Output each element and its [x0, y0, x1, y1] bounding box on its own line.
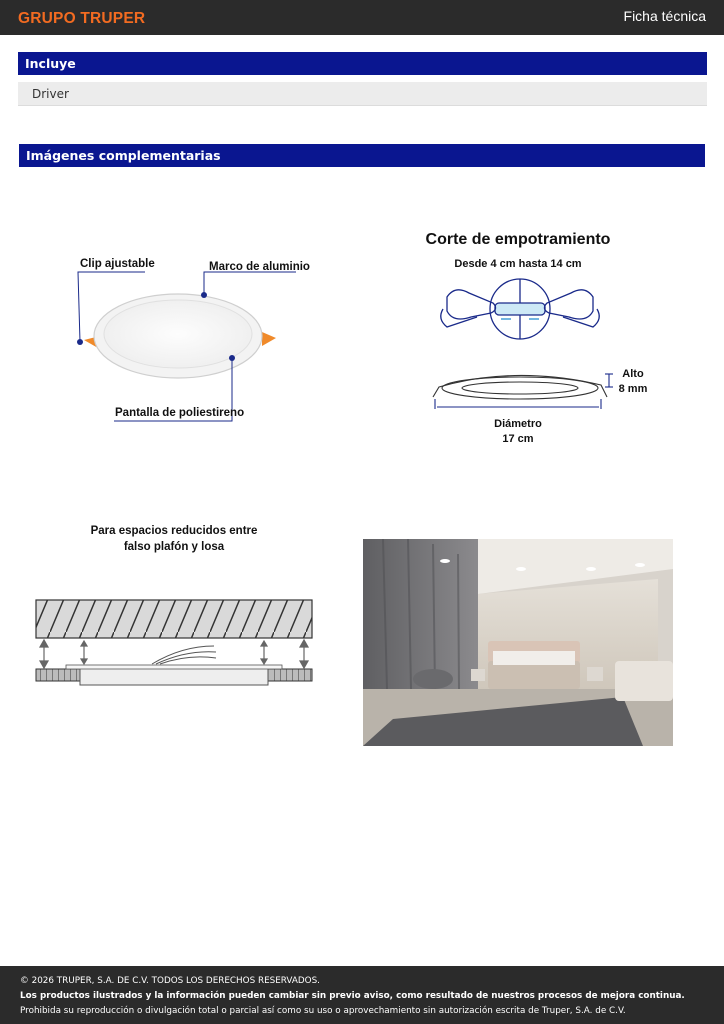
- hands-clip-illustration: [441, 279, 600, 339]
- figure-product-parts: [70, 250, 310, 425]
- diametro-value: 17 cm: [502, 433, 534, 445]
- room-photo: [363, 539, 673, 746]
- footer-notice: Los productos ilustrados y la información pueden cambiar sin previo aviso, como resultado de nuestros procesos de mejora continua.: [20, 991, 685, 1001]
- alto-value: 8 mm: [618, 383, 648, 395]
- footer: [0, 966, 724, 1024]
- corte-range: Desde 4 cm hasta 14 cm: [454, 258, 582, 270]
- label-marco: Marco de aluminio: [209, 261, 310, 273]
- alto-label: Alto: [622, 368, 644, 380]
- ceiling-right: [268, 669, 312, 681]
- document-type-label: Ficha técnica: [623, 8, 706, 24]
- footer-copyright: © 2026 TRUPER, S.A. DE C.V. TODOS LOS DERECHOS RESERVADOS.: [20, 976, 320, 986]
- espacios-line1: Para espacios reducidos entre: [90, 525, 258, 537]
- label-pantalla: Pantalla de poliestireno: [115, 407, 245, 419]
- label-clip: Clip ajustable: [80, 258, 155, 270]
- diametro-label: Diámetro: [494, 418, 542, 430]
- section-header-incluye: Incluye: [18, 52, 707, 75]
- slab-losa: [36, 600, 312, 638]
- gap-arrows: [40, 640, 308, 668]
- footer-prohibition: Prohibida su reproducción o divulgación total o parcial así como su uso o aprovechamiento sin autorización escrita de Truper, S.A. de C.V.: [20, 1006, 626, 1016]
- brand-logo: GRUPO TRUPER: [18, 10, 146, 27]
- incluye-item: Driver: [18, 82, 707, 106]
- espacios-line2: falso plafón y losa: [123, 541, 225, 553]
- ceiling-left: [36, 669, 80, 681]
- clip-right-shape: [262, 332, 276, 346]
- figure-corte-empotramiento: [425, 225, 660, 450]
- top-bar: [0, 0, 724, 35]
- section-header-imagenes: Imágenes complementarias: [19, 144, 705, 167]
- figure-espacios-reducidos: [34, 518, 316, 688]
- corte-title: Corte de empotramiento: [425, 231, 611, 248]
- lamp-profile: [433, 374, 613, 409]
